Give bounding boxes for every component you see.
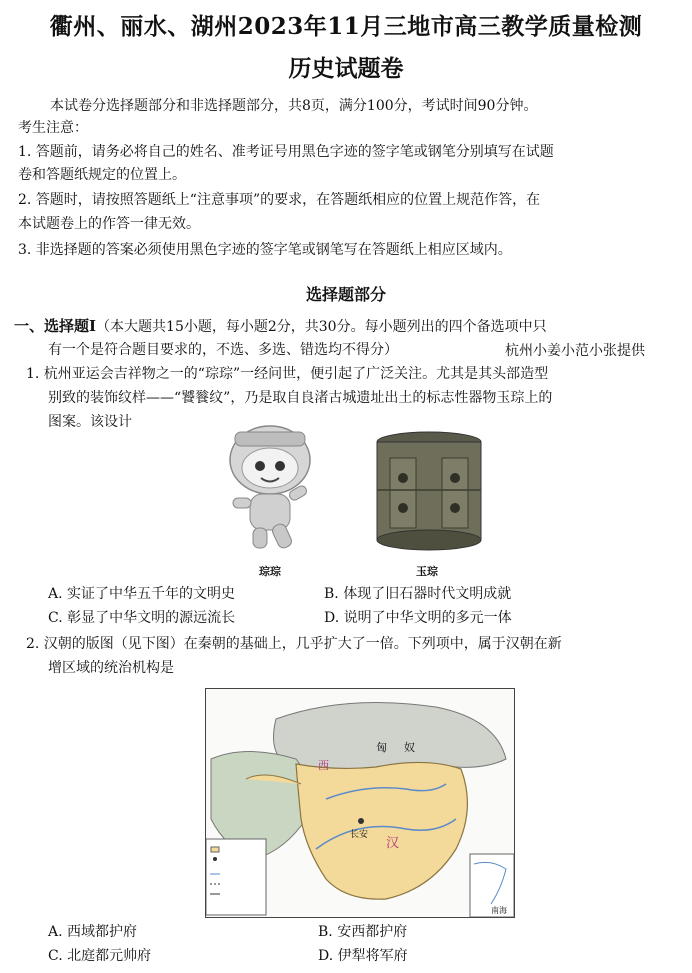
part1-desc-line-1: （本大题共15小题，每小题2分，共30分。每小题列出的四个备选项中只 xyxy=(96,319,547,335)
q1-stem-line-3: 图案。该设计 xyxy=(48,414,132,430)
map-label-west: 西 xyxy=(318,759,329,772)
notice-item-1-line-1: 1. 答题前，请务必将自己的姓名、准考证号用黑色字迹的签字笔或钢笔分别填写在试题 xyxy=(18,144,554,160)
exam-title: 衢州、丽水、湖州2023年11月三地市高三教学质量检测 xyxy=(49,13,643,40)
notice-item-3: 3. 非选择题的答案必须使用黑色字迹的签字笔或钢笔写在答题纸上相应区域内。 xyxy=(18,242,512,258)
q1-option-b: B. 体现了旧石器时代文明成就 xyxy=(324,586,512,602)
map-label-changan: 长安 xyxy=(350,830,369,840)
mascot-congcong-image xyxy=(215,418,320,558)
notice-label: 考生注意： xyxy=(18,120,88,136)
exam-subtitle: 历史试题卷 xyxy=(288,55,404,82)
instructions-intro: 本试卷分选择题部分和非选择题部分，共8页，满分100分，考试时间90分钟。 xyxy=(50,98,538,114)
part1-label: 一、选择题Ⅰ xyxy=(14,317,97,335)
q1-option-a: A. 实证了中华五千年的文明史 xyxy=(48,586,236,602)
part1-desc-line-2: 有一个是符合题目要求的，不选、多选、错选均不得分） xyxy=(48,342,398,358)
notice-item-2-line-2: 本试题卷上的作答一律无效。 xyxy=(18,216,200,232)
jade-cong-image xyxy=(370,428,488,553)
q2-option-a: A. 西域都护府 xyxy=(48,924,138,940)
section-title: 选择题部分 xyxy=(305,285,386,304)
q1-option-c: C. 彰显了中华文明的源远流长 xyxy=(48,610,236,626)
map-inset-label: 南海 xyxy=(491,906,507,915)
credit-text: 杭州小姜小范小张提供 xyxy=(505,343,645,359)
map-label-nu: 奴 xyxy=(404,741,415,754)
q2-option-b: B. 安西都护府 xyxy=(318,924,408,940)
map-label-xiong: 匈 xyxy=(376,741,387,754)
part1-heading xyxy=(14,316,547,337)
q2-option-c: C. 北庭都元帅府 xyxy=(48,948,152,964)
q1-stem-line-2: 别致的装饰纹样——“饕餮纹”，乃是取自良渚古城遗址出土的标志性器物玉琮上的 xyxy=(48,390,553,406)
q2-stem-line-1: 2. 汉朝的版图（见下图）在秦朝的基础上，几乎扩大了一倍。下列项中，属于汉朝在新 xyxy=(26,636,562,652)
caption-jade-cong: 玉琮 xyxy=(416,565,438,578)
notice-item-2-line-1: 2. 答题时，请按照答题纸上“注意事项”的要求，在答题纸相应的位置上规范作答，在 xyxy=(18,192,541,208)
caption-congcong: 琮琮 xyxy=(259,565,281,578)
q1-stem-line-1: 1. 杭州亚运会吉祥物之一的“琮琮”一经问世，便引起了广泛关注。尤其是其头部造型 xyxy=(26,366,549,382)
q2-stem-line-2: 增区域的统治机构是 xyxy=(48,660,174,676)
map-label-han: 汉 xyxy=(386,836,400,851)
han-dynasty-map xyxy=(205,688,515,918)
notice-item-1-line-2: 卷和答题纸规定的位置上。 xyxy=(18,167,186,183)
q2-option-d: D. 伊犁将军府 xyxy=(318,948,408,964)
q1-option-d: D. 说明了中华文明的多元一体 xyxy=(324,610,512,626)
